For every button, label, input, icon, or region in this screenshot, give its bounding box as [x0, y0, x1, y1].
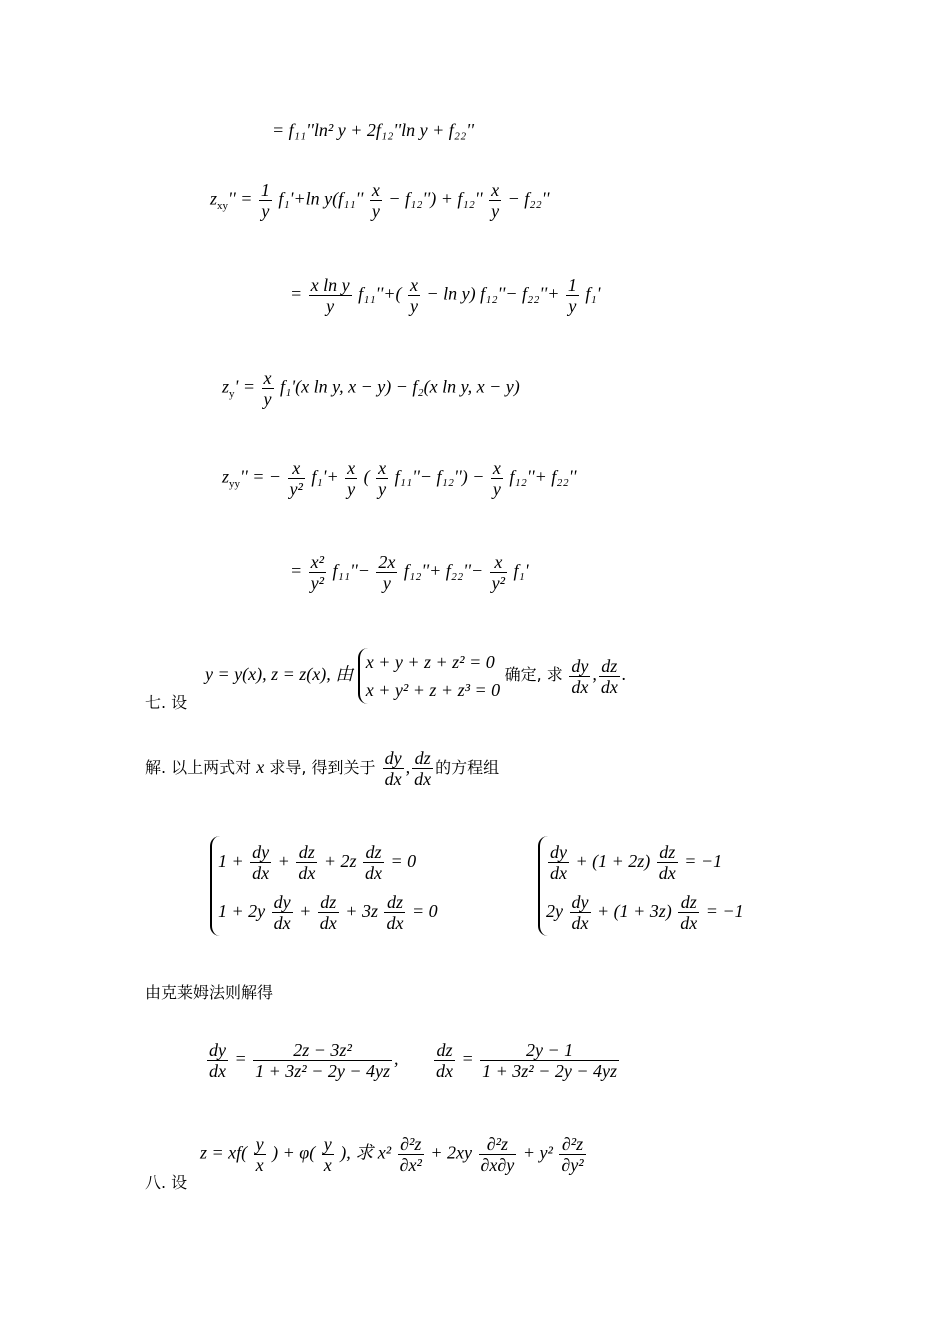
equation-system-right: $\frac{dy}{dx}$ + (1 + 2z) $\frac{dz}{dx}$ = −1 2y $\frac{dy}{dx}$ + (1 + 3z) $\frac{dz}{dx}$ = −1: [538, 836, 744, 936]
q7-label: 七. 设: [145, 693, 188, 712]
result-dz-dx: $\frac{dz}{dx}$ = $\frac{2y - 1}{\text{1 + 3z² − 2y − 4yz}}$: [436, 1040, 617, 1081]
q8-label: 八. 设: [145, 1173, 188, 1192]
equation-zy: $z_y'$ = $\frac{x}{y}$ f₁'(x ln y, x − y) − f₂(x ln y, x − y): [222, 368, 520, 409]
equation-zxy: $z_{xy}''$ = $\frac{1}{y}$ f₁'+ln y(f₁₁'' $\frac{x}{y}$ − f₁₂'') + f₁₂'' $\frac{x}{y}$ − f₂₂'': [210, 180, 550, 221]
q7-statement: y = y(x), z = z(x), 由 x + y + z + z² = 0 x + y² + z + z³ = 0 确定, 求 $\frac{dy}{dx}$ , $\frac{dz}{dx}$ .: [205, 648, 626, 704]
equation-system-left: 1 + $\frac{dy}{dx}$ + $\frac{dz}{dx}$ + 2z $\frac{dz}{dx}$ = 0 1 + 2y $\frac{dy}{dx}$ + $\frac{dz}{dx}$ + 3z $\frac{dz}{dx}$ = 0: [210, 836, 438, 936]
q8-statement: z = xf( $\frac{y}{x}$ ) + φ( $\frac{y}{x}$ ), 求 x² $\frac{\text{∂²z}}{\text{∂x²}}$ + 2xy $\frac{\text{∂²z}}{\partial x\partial y}$ + y² $\frac{\text{∂²z}}{\text{∂y²}}$: [200, 1134, 584, 1175]
equation-zxx-result: = f₁₁''ln² y + 2f₁₂''ln y + f₂₂'': [272, 120, 474, 140]
equation-zyy-result: = $\frac{\text{x²}}{\text{y²}}$ f₁₁''− $\frac{2x}{y}$ f₁₂''+ f₂₂''− $\frac{x}{\text{y²}}$ f₁': [290, 552, 529, 593]
result-dy-dx: $\frac{dy}{dx}$ = $\frac{\text{2z − 3z²}}{\text{1 + 3z² − 2y − 4yz}}$ ,: [209, 1040, 399, 1081]
equation-zxy-result: = $\frac{\text{x ln y}}{y}$ f₁₁''+( $\frac{x}{y}$ − ln y) f₁₂''− f₂₂''+ $\frac{1}{y}$ f₁': [290, 275, 601, 316]
solution-intro: 解. 以上两式对 x 求导, 得到关于 $\frac{dy}{dx}$ , $\frac{dz}{dx}$ 的方程组: [145, 748, 500, 789]
cramer-rule-text: 由克莱姆法则解得: [145, 983, 274, 1002]
q7-system: x + y + z + z² = 0 x + y² + z + z³ = 0: [358, 648, 500, 704]
equation-zyy: $z_{yy}''$ = − $\frac{x}{\text{y²}}$ f₁'+ $\frac{x}{y}$ ( $\frac{x}{y}$ f₁₁''− f₁₂'') − $\frac{x}{y}$ f₁₂''+ f₂₂'': [222, 458, 577, 499]
